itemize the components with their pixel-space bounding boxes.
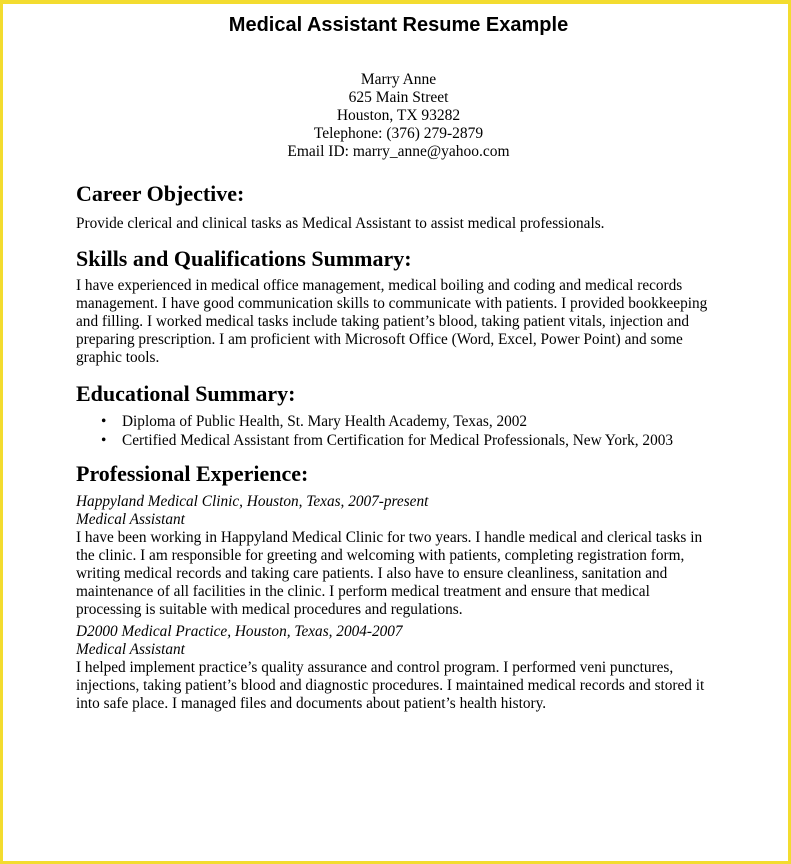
contact-street: 625 Main Street (348, 89, 449, 106)
skills-line: and filling. I worked medical tasks include taking patient’s blood, taking patient vitals, injection and (76, 313, 690, 330)
job-description-line: into safe place. I managed files and documents about patient’s health history. (76, 695, 547, 712)
skills-line: preparing prescription. I am proficient with Microsoft Office (Word, Excel, Power Point) and some (76, 331, 683, 348)
skills-line: management. I have good communication skills to communicate with patients. I provided bookkeeping (76, 295, 708, 312)
bullet-icon: • (101, 413, 107, 430)
job-description-line: injections, taking patient’s blood and diagnostic procedures. I maintained medical records and stored it (76, 677, 705, 694)
education-item-text: Diploma of Public Health, St. Mary Health Academy, Texas, 2002 (122, 413, 528, 430)
skills-heading: Skills and Qualifications Summary: (76, 246, 412, 271)
job-role: Medical Assistant (76, 511, 185, 528)
experience-heading: Professional Experience: (76, 461, 309, 486)
job-description-line: maintenance of all facilities in the clinic. I perform medical treatment and ensure that medical (76, 583, 650, 600)
job-entry (76, 493, 736, 619)
job-description-line: the clinic. I am responsible for greeting and welcoming with patients, completing registration form, (76, 547, 685, 564)
skills-line: I have experienced in medical office management, medical boiling and coding and medical records (76, 277, 683, 294)
job-entry (76, 623, 736, 713)
contact-name: Marry Anne (360, 71, 437, 88)
job-description-line: processing is suitable with medical procedures and regulations. (76, 601, 463, 618)
skills-line: graphic tools. (76, 349, 160, 366)
education-section (76, 380, 736, 450)
contact-telephone: Telephone: (376) 279-2879 (313, 125, 484, 142)
education-item (101, 412, 736, 431)
document-title: Medical Assistant Resume Example (228, 14, 569, 36)
resume-body (76, 180, 736, 713)
experience-section (76, 460, 736, 713)
contact-city: Houston, TX 93282 (336, 107, 461, 124)
bullet-icon: • (101, 432, 107, 449)
skills-section (76, 245, 736, 367)
job-employer: D2000 Medical Practice, Houston, Texas, 2004-2007 (76, 623, 403, 640)
career-objective-heading: Career Objective: (76, 181, 245, 206)
job-role: Medical Assistant (76, 641, 185, 658)
job-description-line: writing medical records and taking care patients. I also have to ensure cleanliness, sanitation and (76, 565, 668, 582)
contact-block (3, 71, 791, 161)
contact-email: Email ID: marry_anne@yahoo.com (287, 143, 510, 160)
job-description-line: I helped implement practice’s quality assurance and control program. I performed veni punctures, (76, 659, 674, 676)
job-employer: Happyland Medical Clinic, Houston, Texas, 2007-present (76, 493, 429, 510)
skills-paragraph (76, 277, 736, 367)
career-objective-text: Provide clerical and clinical tasks as Medical Assistant to assist medical professionals. (76, 215, 605, 232)
education-item-text: Certified Medical Assistant from Certification for Medical Professionals, New York, 2003 (122, 432, 674, 449)
education-heading: Educational Summary: (76, 381, 296, 406)
job-description-line: I have been working in Happyland Medical Clinic for two years. I handle medical and clerical tasks in (76, 529, 703, 546)
education-item (101, 431, 736, 450)
career-objective-section (76, 180, 736, 233)
education-list (76, 412, 736, 450)
